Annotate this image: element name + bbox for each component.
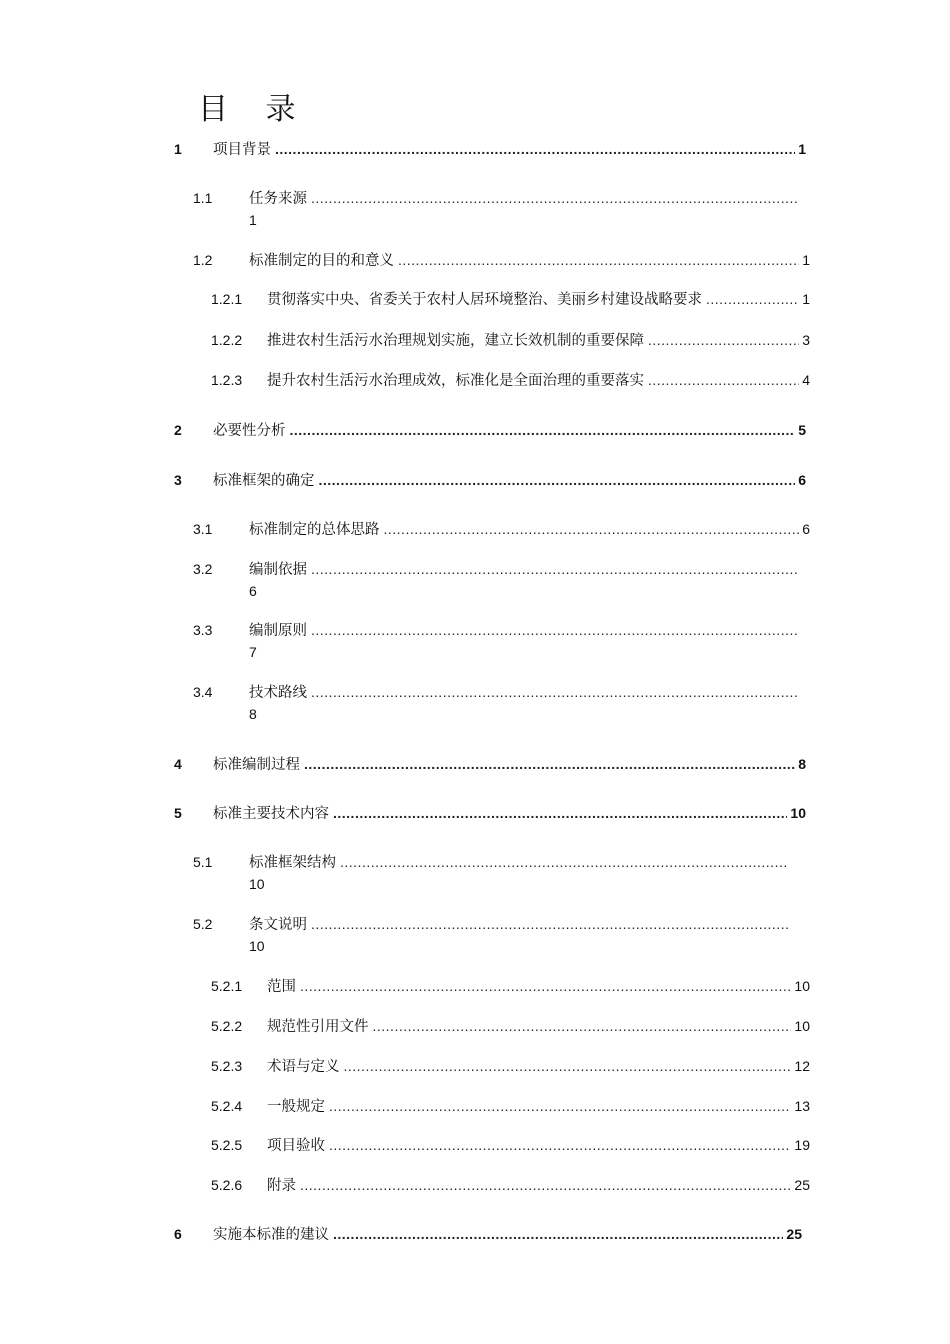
toc-entry-page: 1: [802, 252, 810, 268]
toc-leader: [344, 1058, 792, 1074]
toc-entry-label: 附录: [267, 1178, 296, 1194]
toc-entry-label: 范围: [267, 979, 296, 995]
toc-entry-number: 3.2: [193, 561, 213, 577]
toc-entry-number: 5.2.4: [211, 1098, 243, 1114]
toc-entry-page: 19: [794, 1137, 810, 1153]
toc-entry-label: 项目验收: [267, 1138, 325, 1154]
toc-leader: [384, 521, 800, 537]
toc-entry[interactable]: [211, 1177, 810, 1195]
toc-entry-page: 8: [798, 756, 806, 772]
toc-entry-label: 标准制定的总体思路: [249, 522, 380, 538]
toc-entry-page: 6: [802, 521, 810, 537]
toc-entry-label: 编制依据: [249, 562, 307, 578]
toc-entry[interactable]: [211, 1058, 810, 1076]
toc-entry-number: 1.2.3: [211, 372, 243, 388]
toc-entry-number: 5.2.3: [211, 1058, 243, 1074]
toc-entry-label: 标准框架结构: [249, 855, 336, 871]
toc-entry[interactable]: [193, 190, 800, 230]
toc-leader: [398, 252, 799, 268]
toc-entry[interactable]: [193, 854, 792, 894]
toc-entry-number: 1.2.1: [211, 291, 243, 307]
toc-leader: [311, 561, 797, 577]
toc-entry-label: 一般规定: [267, 1099, 325, 1115]
toc-leader: [300, 1177, 791, 1193]
toc-entry-number: 3.1: [193, 521, 213, 537]
toc-entry-number: 4: [174, 756, 182, 772]
toc-entry[interactable]: [211, 978, 810, 996]
toc-leader: [304, 756, 795, 772]
toc-entry[interactable]: [193, 916, 792, 956]
toc-entry[interactable]: [211, 291, 810, 309]
toc-entry-page: 25: [794, 1177, 810, 1193]
toc-leader: [319, 472, 796, 488]
toc-leader: [340, 854, 789, 870]
toc-leader: [706, 291, 799, 307]
toc-leader: [648, 372, 799, 388]
toc-entry-label: 标准编制过程: [213, 757, 300, 773]
toc-entry-page: 10: [794, 1018, 810, 1034]
toc-leader: [333, 805, 787, 821]
toc-entry-page: 1: [249, 212, 257, 228]
toc-entry-label: 术语与定义: [267, 1059, 340, 1075]
toc-leader: [329, 1137, 791, 1153]
toc-entry-number: 6: [174, 1226, 182, 1242]
toc-entry[interactable]: [174, 756, 806, 774]
toc-entry-label: 技术路线: [249, 685, 307, 701]
toc-entry[interactable]: [174, 141, 806, 159]
toc-entry-label: 标准制定的目的和意义: [249, 253, 394, 269]
toc-entry-page: 1: [802, 291, 810, 307]
toc-entry-label: 提升农村生活污水治理成效，标准化是全面治理的重要落实: [267, 373, 644, 389]
toc-entry-page: 4: [802, 372, 810, 388]
toc-leader: [290, 422, 796, 438]
toc-entry[interactable]: [211, 1098, 810, 1116]
toc-entry-label: 规范性引用文件: [267, 1019, 369, 1035]
toc-leader: [333, 1226, 783, 1242]
toc-entry[interactable]: [174, 472, 806, 490]
toc-entry-number: 1: [174, 141, 182, 157]
toc-title: 目 录: [198, 92, 310, 127]
toc-entry-number: 5.2.5: [211, 1137, 243, 1153]
toc-leader: [311, 916, 789, 932]
toc-entry[interactable]: [211, 1137, 810, 1155]
toc-entry-page: 7: [249, 644, 257, 660]
toc-entry[interactable]: [193, 252, 810, 270]
toc-entry-label: 项目背景: [213, 142, 271, 158]
toc-entry[interactable]: [211, 332, 810, 350]
toc-entry-page: 1: [798, 141, 806, 157]
toc-entry-page: 10: [249, 876, 265, 892]
toc-entry-page: 6: [798, 472, 806, 488]
toc-entry-number: 1.2.2: [211, 332, 243, 348]
toc-entry-number: 3.3: [193, 622, 213, 638]
toc-entry-label: 实施本标准的建议: [213, 1227, 329, 1243]
toc-entry[interactable]: [193, 622, 800, 662]
toc-entry[interactable]: [174, 805, 806, 823]
toc-entry-page: 13: [794, 1098, 810, 1114]
toc-entry-page: 10: [794, 978, 810, 994]
toc-leader: [311, 190, 797, 206]
toc-entry-number: 3: [174, 472, 182, 488]
toc-entry[interactable]: [193, 684, 800, 724]
toc-entry[interactable]: [174, 422, 806, 440]
toc-leader: [373, 1018, 792, 1034]
toc-entry-page: 10: [249, 938, 265, 954]
toc-leader: [311, 684, 797, 700]
toc-entry-number: 5.2.6: [211, 1177, 243, 1193]
toc-entry-number: 1.2: [193, 252, 213, 268]
toc-entry-number: 2: [174, 422, 182, 438]
toc-entry-label: 标准框架的确定: [213, 473, 315, 489]
toc-entry-page: 25: [786, 1226, 802, 1242]
toc-leader: [311, 622, 797, 638]
toc-entry-label: 条文说明: [249, 917, 307, 933]
toc-entry-number: 5.2.1: [211, 978, 243, 994]
toc-entry[interactable]: [211, 372, 810, 390]
toc-entry-page: 8: [249, 706, 257, 722]
toc-entry[interactable]: [211, 1018, 810, 1036]
toc-entry-label: 推进农村生活污水治理规划实施，建立长效机制的重要保障: [267, 333, 644, 349]
toc-entry-number: 5.1: [193, 854, 213, 870]
toc-entry-page: 3: [802, 332, 810, 348]
toc-entry-page: 10: [790, 805, 806, 821]
toc-entry-page: 5: [798, 422, 806, 438]
toc-entry-page: 12: [794, 1058, 810, 1074]
toc-entry-label: 贯彻落实中央、省委关于农村人居环境整治、美丽乡村建设战略要求: [267, 292, 702, 308]
toc-entry-page: 6: [249, 583, 257, 599]
toc-entry-label: 必要性分析: [213, 423, 286, 439]
toc-leader: [648, 332, 799, 348]
toc-entry-label: 任务来源: [249, 191, 307, 207]
toc-entry[interactable]: [193, 521, 810, 539]
toc-entry[interactable]: [193, 561, 800, 601]
toc-entry-number: 5.2.2: [211, 1018, 243, 1034]
toc-entry-label: 标准主要技术内容: [213, 806, 329, 822]
toc-entry-number: 5.2: [193, 916, 213, 932]
toc-entry-label: 编制原则: [249, 623, 307, 639]
toc-entry[interactable]: [174, 1226, 802, 1244]
toc-entry-number: 3.4: [193, 684, 213, 700]
toc-leader: [329, 1098, 791, 1114]
toc-leader: [275, 141, 795, 157]
toc-entry-number: 1.1: [193, 190, 213, 206]
toc-entry-number: 5: [174, 805, 182, 821]
toc-leader: [300, 978, 791, 994]
